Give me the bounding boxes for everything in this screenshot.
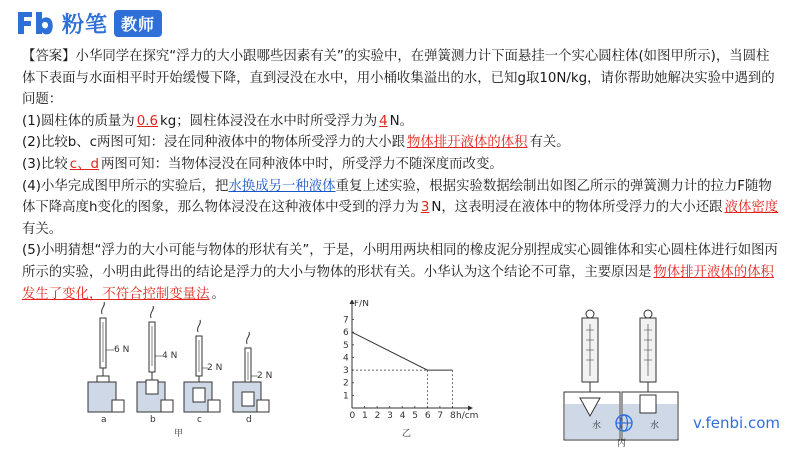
panel-d-reading: 2 N xyxy=(257,371,273,381)
q4-answer-buoyancy: 3 xyxy=(420,200,430,216)
watermark xyxy=(615,414,780,432)
y-tick-label: 6 xyxy=(343,328,349,339)
answer-content xyxy=(22,46,782,305)
y-tick-label: 3 xyxy=(343,366,349,377)
q4-answer-density: 液体密度 xyxy=(724,200,779,216)
bing-right-liquid: 水 xyxy=(650,421,660,431)
q1-text-c: N。 xyxy=(389,113,414,129)
y-tick-label: 1 xyxy=(343,391,349,402)
q5-answer: 物体排开液体的体积发生了变化，不符合控制变量法 xyxy=(22,264,774,302)
q1-answer-mass: 0.6 xyxy=(136,113,158,129)
q4-text-c: N，这表明浸在液体中的物体所受浮力的大小还跟 xyxy=(431,200,723,216)
bing-left-setup xyxy=(564,310,620,440)
q3-text-a: (3)比较 xyxy=(22,156,68,172)
y-tick-label: 7 xyxy=(343,315,349,326)
q5-text-a: (5)小明猜想“浮力的大小可能与物体的形状有关”，于是，小明用两块相同的橡皮泥分别捏成实心圆锥体和实心圆柱体进行如图丙所示的实验，小明由此得出的结论是浮力的大小与物体的形状有关。小华认为这个结论不可靠，主要原因是 xyxy=(22,243,778,280)
x-tick-label: 4 xyxy=(399,411,406,421)
chart-title: 乙 xyxy=(402,429,412,439)
y-tick-label: 4 xyxy=(343,353,349,364)
bing-left-liquid: 水 xyxy=(592,421,602,431)
q2-text-a: (2)比较b、c两图可知：浸在同种液体中的物体所受浮力的大小跟 xyxy=(22,135,405,151)
q4-text-a: (4)小华完成图甲所示的实验后，把 xyxy=(22,178,229,194)
question-4 xyxy=(22,176,782,241)
panel-a-label: a xyxy=(101,415,107,425)
question-3 xyxy=(22,154,782,176)
q4-text-d: 有关。 xyxy=(22,221,63,237)
panel-b-label: b xyxy=(150,415,156,425)
panel-a-reading: 6 N xyxy=(114,345,130,355)
q2-text-b: 有关。 xyxy=(529,135,570,151)
question-2 xyxy=(22,132,782,154)
q1-text-a: (1)圆柱体的质量为 xyxy=(22,113,135,129)
panel-b-reading: 4 N xyxy=(162,351,178,361)
brand-name: 粉笔 xyxy=(62,12,109,38)
watermark-url: v.fenbi.com xyxy=(693,414,780,432)
panel-b xyxy=(137,306,177,425)
panel-c-label: c xyxy=(197,415,202,425)
panel-d xyxy=(233,332,272,425)
q1-answer-buoyancy: 4 xyxy=(379,113,388,129)
series-line-F xyxy=(352,332,452,370)
x-tick-label: 6 xyxy=(424,411,431,421)
brand-tag: 教师 xyxy=(114,10,162,37)
x-tick-label: 5 xyxy=(412,411,419,421)
y-axis-label: F/N xyxy=(354,300,369,309)
intro-paragraph: 【答案】小华同学在探究“浮力的大小跟哪些因素有关”的实验中，在弹簧测力计下面悬挂一个实心圆柱体(如图甲所示)，当圆柱体下表面与水面相平时开始缓慢下降，直到浸没在水中，用小桶收集溢出的水，已知g取10N/kg，请你帮助她解决实验中遇到的问题： xyxy=(22,49,775,108)
x-tick-label: 1 xyxy=(362,411,368,421)
panel-a xyxy=(88,302,129,425)
question-5 xyxy=(22,240,782,305)
x-tick-label: 3 xyxy=(387,411,393,421)
fenbi-logo xyxy=(14,6,162,40)
x-axis-arrow xyxy=(468,406,473,411)
q1-text-b: kg；圆柱体浸没在水中时所受浮力为 xyxy=(160,113,378,129)
figure-jia xyxy=(88,302,272,439)
q5-text-b: 。 xyxy=(211,286,225,302)
q3-answer: c、d xyxy=(69,156,100,172)
fenbi-logo-icon xyxy=(14,8,58,38)
figure-jia-caption: 甲 xyxy=(174,429,184,439)
panel-d-label: d xyxy=(246,415,252,425)
panel-c xyxy=(184,320,222,425)
y-tick-label: 5 xyxy=(343,340,349,351)
q4-text-b: 重复上述实验，根据实验数据绘制出如图乙所示的弹簧测力计的拉力F随物体下降高度h变化的图象，那么物体浸没在这种液体中受到的浮力为 xyxy=(22,178,772,216)
x-axis-label: h/cm xyxy=(456,411,479,421)
panel-c-reading: 2 N xyxy=(207,363,223,373)
x-tick-label: 0 xyxy=(349,411,356,421)
figure-yi-chart xyxy=(343,300,478,439)
globe-icon xyxy=(615,414,633,432)
y-tick-label: 2 xyxy=(343,378,349,389)
q3-text-b: 两图可知：当物体浸没在同种液体中时，所受浮力不随深度而改变。 xyxy=(101,156,503,172)
figure-bing-caption: 丙 xyxy=(617,439,627,449)
q2-answer: 物体排开液体的体积 xyxy=(406,135,528,151)
x-tick-label: 2 xyxy=(374,411,381,421)
q4-highlight: 水换成另一种液体 xyxy=(228,178,336,194)
question-1 xyxy=(22,111,782,133)
x-tick-label: 7 xyxy=(437,411,444,421)
x-tick-label: 8 xyxy=(449,411,456,421)
